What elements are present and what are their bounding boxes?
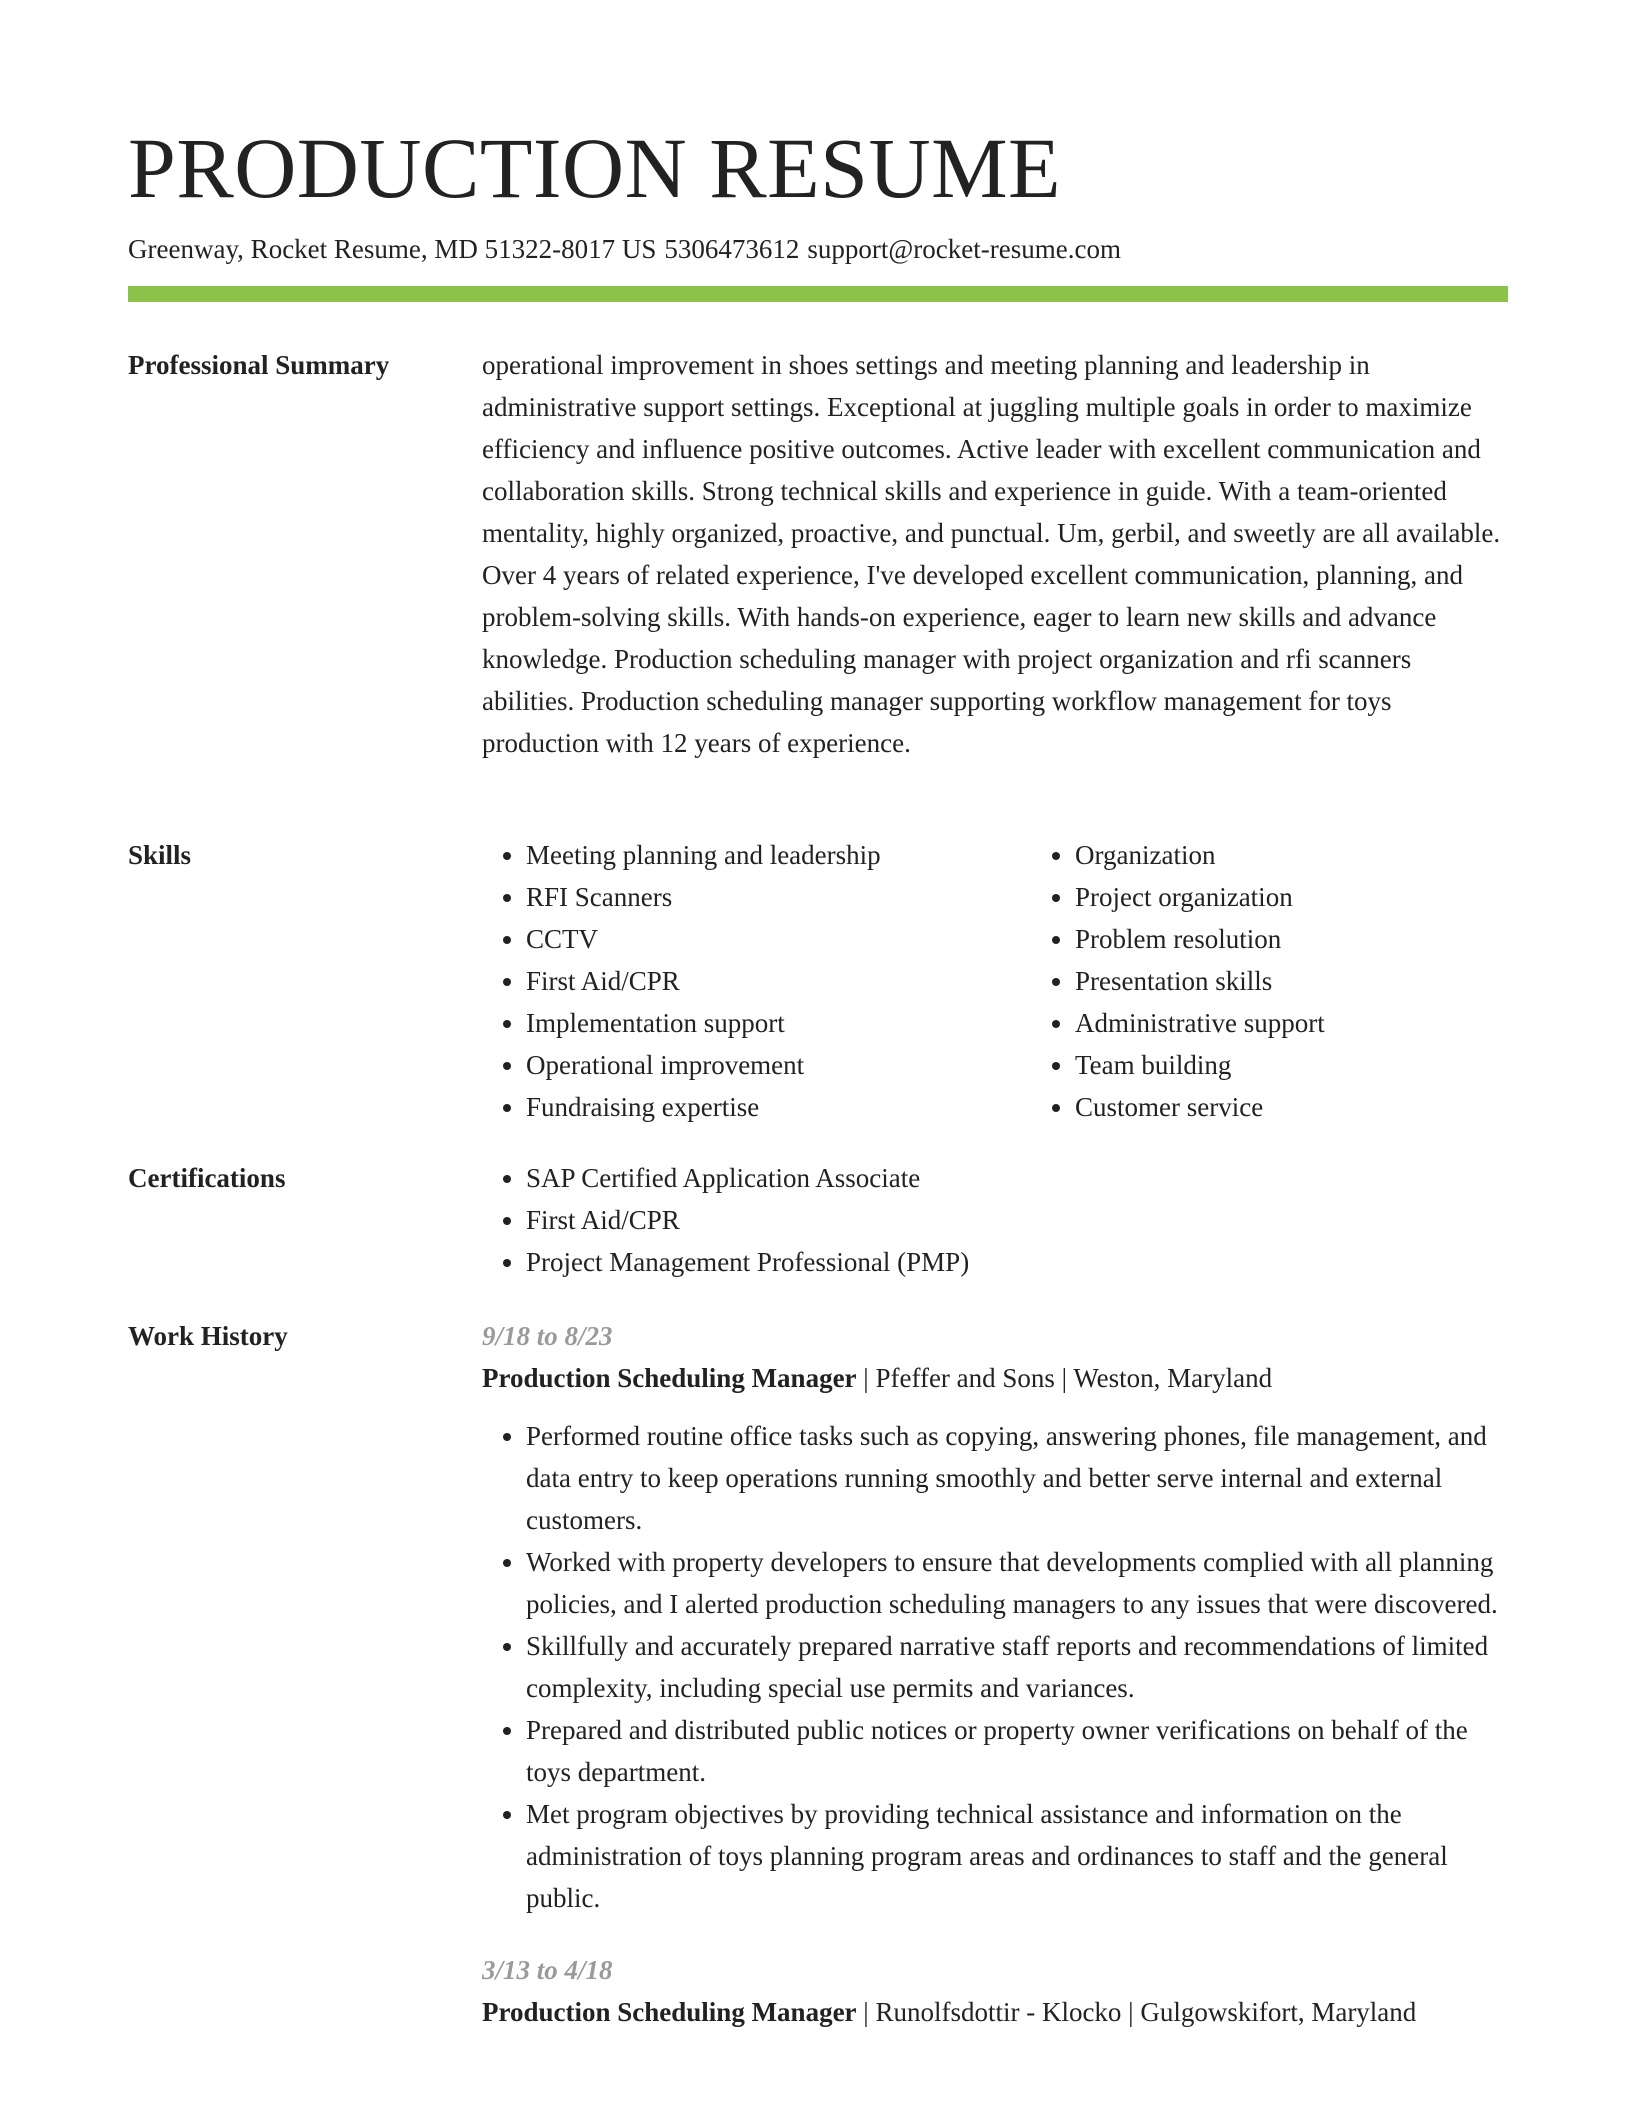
job-bullet: • Prepared and distributed public notices or property owner verifications on behalf of the toys department. <box>526 1709 1508 1793</box>
summary-label: Professional Summary <box>128 350 390 380</box>
job-bullets <box>482 1415 1508 1919</box>
skill-item: • Fundraising expertise <box>526 1086 1031 1128</box>
skills-content <box>482 834 1580 1128</box>
skill-item: • Presentation skills <box>1075 960 1580 1002</box>
work-history-content <box>482 1315 1508 2049</box>
job-heading <box>482 1357 1508 1399</box>
skill-item: • Administrative support <box>1075 1002 1580 1044</box>
summary-text: operational improvement in shoes settings and meeting planning and leadership in administrative support settings. Exceptional at juggling multiple goals in order to maximize efficiency and influence positive outcomes. Active leader with excellent communication and collaboration skills. Strong technical skills and experience in guide. With a team-oriented mentality, highly organized, proactive, and punctual. Um, gerbil, and sweetly are all available. Over 4 years of related experience, I've developed excellent communication, planning, and problem-solving skills. With hands-on experience, eager to learn new skills and advance knowledge. Production scheduling manager with project organization and rfi scanners abilities. Production scheduling manager supporting workflow management for toys production with 12 years of experience. <box>482 350 1501 758</box>
contact-line <box>128 232 1508 266</box>
skills-list-right <box>1031 834 1580 1128</box>
skill-item: • Implementation support <box>526 1002 1031 1044</box>
contact-address: Greenway, Rocket Resume, MD 51322-8017 US <box>128 234 657 264</box>
work-history-label: Work History <box>128 1321 288 1351</box>
certifications-list <box>482 1157 1508 1283</box>
resume-name: PRODUCTION RESUME <box>128 120 1062 216</box>
certification-item: • Project Management Professional (PMP) <box>526 1241 1508 1283</box>
skills-list-left <box>482 834 1031 1128</box>
skill-item: • Organization <box>1075 834 1580 876</box>
skill-item: • Customer service <box>1075 1086 1580 1128</box>
skill-item: • Meeting planning and leadership <box>526 834 1031 876</box>
skill-item: • Operational improvement <box>526 1044 1031 1086</box>
job-heading <box>482 1991 1508 2033</box>
skill-item: • Project organization <box>1075 876 1580 918</box>
summary-content <box>482 344 1508 764</box>
skill-item: • CCTV <box>526 918 1031 960</box>
summary-section <box>128 344 1508 764</box>
header-divider <box>128 286 1508 302</box>
skill-item: • Team building <box>1075 1044 1580 1086</box>
job-title: Production Scheduling Manager <box>482 1363 857 1393</box>
skills-section <box>128 834 1508 1128</box>
job-bullet: • Worked with property developers to ensure that developments complied with all planning policies, and I alerted production scheduling managers to any issues that were discovered. <box>526 1541 1508 1625</box>
resume-header <box>128 118 1508 266</box>
skill-item: • Problem resolution <box>1075 918 1580 960</box>
skill-item: • RFI Scanners <box>526 876 1031 918</box>
certifications-section <box>128 1157 1508 1283</box>
contact-email: support@rocket-resume.com <box>807 234 1121 264</box>
skill-item: • First Aid/CPR <box>526 960 1031 1002</box>
job-entry <box>482 1949 1508 2033</box>
job-dates: 3/13 to 4/18 <box>482 1955 613 1985</box>
skills-label: Skills <box>128 840 192 870</box>
job-bullet: • Performed routine office tasks such as copying, answering phones, file management, and data entry to keep operations running smoothly and better serve internal and external customers. <box>526 1415 1508 1541</box>
job-entry <box>482 1315 1508 1919</box>
certification-item: • First Aid/CPR <box>526 1199 1508 1241</box>
work-history-section <box>128 1315 1508 2049</box>
job-bullet: • Skillfully and accurately prepared narrative staff reports and recommendations of limited complexity, including special use permits and variances. <box>526 1625 1508 1709</box>
job-details: | Runolfsdottir - Klocko | Gulgowskifort, Maryland <box>863 1997 1417 2027</box>
certification-item: • SAP Certified Application Associate <box>526 1157 1508 1199</box>
job-details: | Pfeffer and Sons | Weston, Maryland <box>863 1363 1273 1393</box>
certifications-content <box>482 1157 1508 1283</box>
certifications-label: Certifications <box>128 1163 286 1193</box>
job-dates: 9/18 to 8/23 <box>482 1321 613 1351</box>
job-title: Production Scheduling Manager <box>482 1997 857 2027</box>
job-bullet: • Met program objectives by providing technical assistance and information on the administration of toys planning program areas and ordinances to staff and the general public. <box>526 1793 1508 1919</box>
contact-phone: 5306473612 <box>664 234 800 264</box>
